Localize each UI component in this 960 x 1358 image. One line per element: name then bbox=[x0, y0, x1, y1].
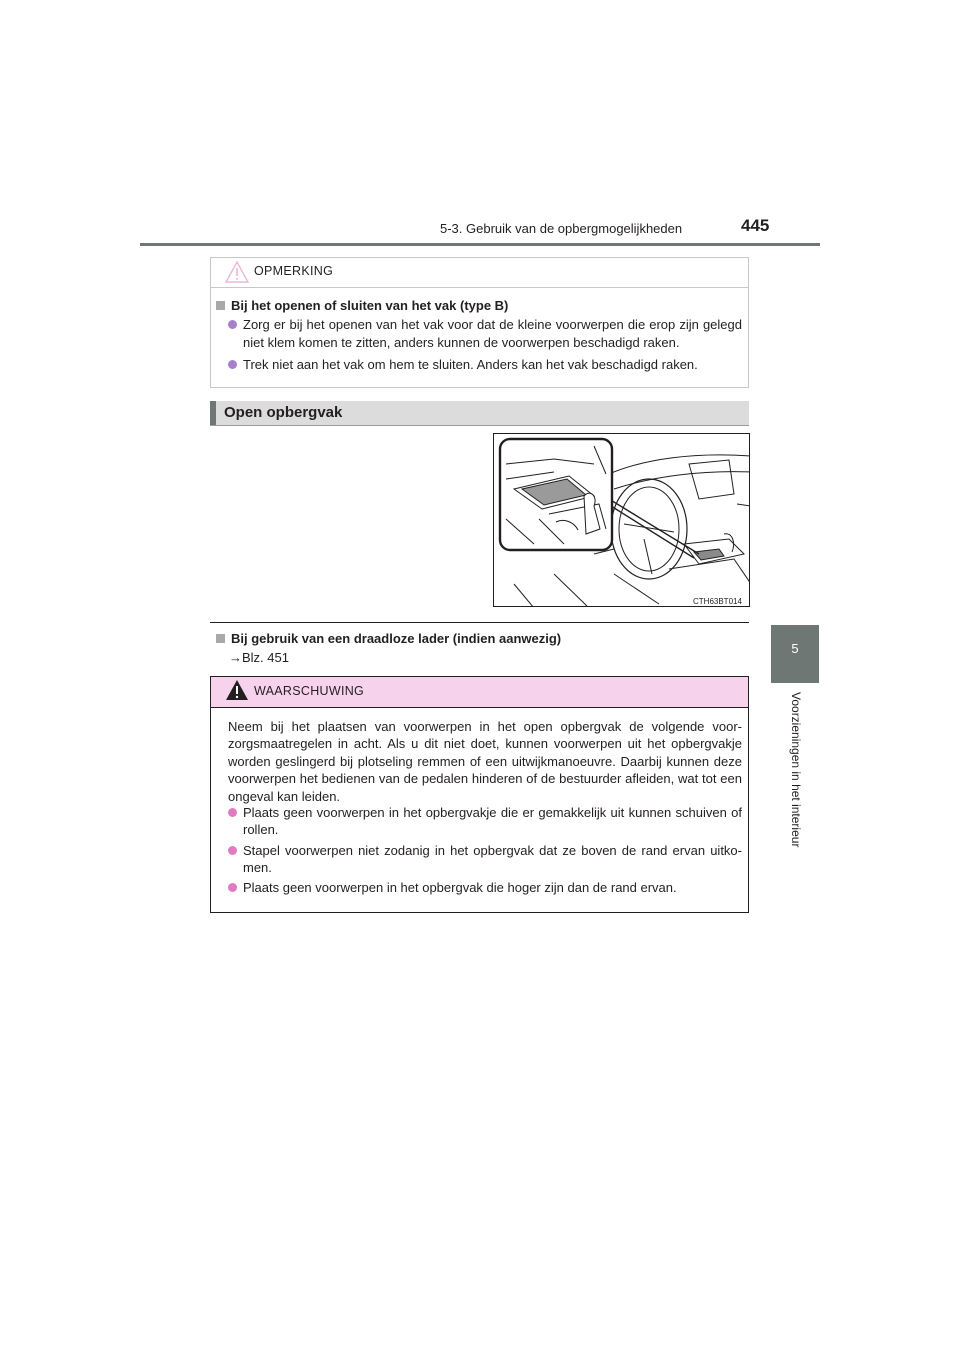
warning-bullet-text: Stapel voorwerpen niet zodanig in het opbergvak dat ze boven de rand ervan uitko-men. bbox=[243, 843, 742, 876]
square-bullet-icon bbox=[216, 634, 225, 643]
wireless-subheading-text: Bij gebruik van een draadloze lader (indien aanwezig) bbox=[231, 631, 562, 646]
caution-triangle-icon bbox=[225, 261, 249, 283]
warning-bullet bbox=[228, 842, 742, 877]
circle-bullet-icon bbox=[228, 883, 237, 892]
circle-bullet-icon bbox=[228, 320, 237, 329]
circle-bullet-icon bbox=[228, 846, 237, 855]
chapter-title-vertical bbox=[789, 692, 805, 862]
note-bullet-text: Trek niet aan het vak om hem te sluiten. Anders kan het vak beschadigd raken. bbox=[243, 357, 698, 372]
warning-title: WAARSCHUWING bbox=[254, 684, 365, 698]
warning-triangle-icon bbox=[225, 679, 249, 701]
running-header-section: 5-3. Gebruik van de opbergmogelijkheden bbox=[440, 221, 683, 236]
note-bullet bbox=[228, 316, 742, 352]
warning-intro: Neem bij het plaatsen van voorwerpen in het open opbergvak de volgende voor-zorgsmaatregelen in acht. Als u dit niet doet, kunnen voorwerpen uit het opbergvakje worden geslingerd bij plotseling remmen of een uitwijkmanoeuvre. Daarbij kunnen deze voorwerpen het bedienen van de pedalen hinderen of de bestuurder afleiden, wat tot een ongeval kan leiden. bbox=[228, 719, 742, 804]
note-bullet bbox=[228, 356, 742, 374]
page-number: 445 bbox=[741, 216, 770, 235]
circle-bullet-icon bbox=[228, 808, 237, 817]
circle-bullet-icon bbox=[228, 360, 237, 369]
wireless-subheading bbox=[216, 631, 561, 646]
warning-bullet bbox=[228, 879, 742, 896]
note-bullet-text: Zorg er bij het openen van het vak voor dat de kleine voorwerpen die erop zijn gelegd niet klem komen te zitten, anders kunnen de voorwerpen beschadigd raken. bbox=[243, 317, 742, 350]
note-subheading bbox=[216, 298, 508, 313]
separator-rule bbox=[210, 622, 749, 623]
square-bullet-icon bbox=[216, 301, 225, 310]
section-heading-marker bbox=[210, 401, 216, 425]
section-heading: Open opbergvak bbox=[224, 404, 343, 421]
console-illustration bbox=[493, 433, 750, 607]
header-rule bbox=[140, 243, 820, 246]
chapter-title-text: Voorzieningen in het interieur bbox=[789, 692, 803, 848]
dashboard-drawing bbox=[494, 434, 750, 607]
warning-bullet-text: Plaats geen voorwerpen in het opbergvakje die er gemakkelijk uit kunnen schuiven of rollen. bbox=[243, 805, 742, 838]
page-reference-link[interactable]: →Blz. 451 bbox=[229, 650, 289, 665]
warning-bullet-text: Plaats geen voorwerpen in het opbergvak die hoger zijn dan de rand ervan. bbox=[243, 880, 677, 895]
note-title: OPMERKING bbox=[254, 264, 334, 278]
note-subheading-text: Bij het openen of sluiten van het vak (type B) bbox=[231, 298, 509, 313]
warning-bullet bbox=[228, 804, 742, 839]
chapter-tab: 5 bbox=[771, 625, 819, 683]
illustration-code: CTH63BT014 bbox=[693, 597, 742, 606]
